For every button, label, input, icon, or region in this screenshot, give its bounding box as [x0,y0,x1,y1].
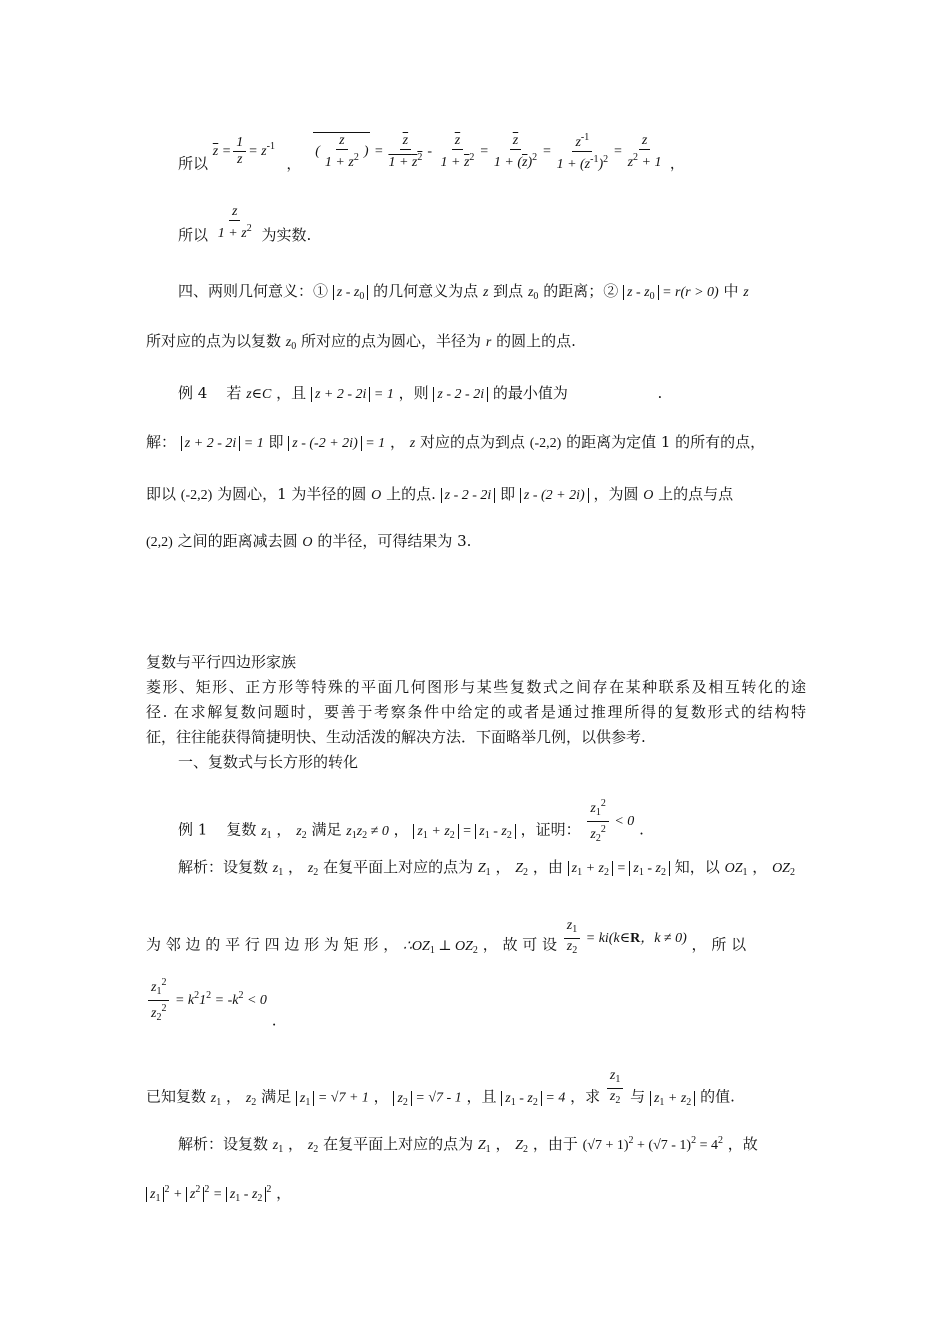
analysis-2-line-2: $z_1^2 + z^2$ $^2 = z_1 - z_2^2$ ， [146,1180,291,1209]
text-suoyi: 所以 [178,154,209,173]
analysis-1-line-2: 为 邻 边 的 平 行 四 边 形 为 矩 形 ， $\therefore OZ_1$ ⊥ $OZ_2$ ， 故 可 设 $\frac{z_1}{z_2}$ = ki(k∈R，k ≠ 0) ， 所 以 [146,918,747,956]
formula-ratio-ki: $\frac{z_1}{z_2}$ = ki(k∈R，k ≠ 0) [562,931,687,946]
derivation-line-2 [178,204,311,245]
section-paragraph-line-3: 征，往往能获得简捷明快、生动活泼的解决方法．下面略举几例，以供参考. [146,728,646,746]
derivation-line-1: 所以 $\overline{z}$ = $\frac{1}{z}$ = $z^{-1}$ ， ( $\frac{z}{1 + z^2}$ ) = $\frac{\overline{z}}{1 + z^2}$ - $\frac{\overline{z}}{1 + \overline{z}^2}$ = $\frac{\overline{z}}{1 + (\overline{z})^2}$ = $\frac{z^{-1}}{1 + (z^{-1})^2}$ = $\frac{z}{z^2 + 1}$ ， [178,132,684,173]
section-title: 复数与平行四边形家族 [146,653,297,671]
solution-4-line-2: 即以 (-2,2) 为圆心，1 为半径的圆 O 上的点. z - 2 - 2i 即 z - (2 + 2i) ，为圆 O 上的点与点 [146,485,734,503]
formula-ex1-cond: $z_1 + z_2 = z_1 - z_2$ [413,824,515,839]
example-4: 例 4 若 z∈C ，且 z + 2 - 2i = 1 ，则 z - 2 - 2i 的最小值为 . [178,384,663,402]
formula-ratio-square: $\frac{z_1^2}{z_2^2}$ = $k^21^2 = -k^2 < 0$ [146,993,267,1008]
analysis-1-line-1: 解析：设复数 $z_1$ ， $z_2$ 在复平面上对应的点为 $Z_1$ ， $Z_2$ ，由 $z_1 + z_2 = z_1 - z_2$ 知，以 $OZ_1$ ， $OZ_2$ [178,858,795,878]
formula-abs-z-z0: z - $z_0$ [333,285,369,300]
text-is-real: 为实数. [261,226,312,245]
formula-ex4-cond: z + 2 - 2i = 1 [311,387,394,402]
geometry-line-1: 四、两则几何意义：① z - $z_0$ 的几何意义为点 z 到点 $z_0$ 的距离；② $z - z_0 = r(r > 0)$ 中 z [178,282,749,302]
formula-ex1-goal: $\frac{z_1^2}{z_2^2}$ < 0 [585,814,634,829]
geometry-line-2: 所对应的点为以复数 $z_0$ 所对应的点为圆心，半径为 r 的圆上的点. [146,332,576,352]
example-1: 例 1 复数 $z_1$ ， $z_2$ 满足 $z_1z_2 \ne 0$ ， $z_1 + z_2 = z_1 - z_2$ ，证明： $\frac{z_1^2}{z_2^2}$ < 0 . [178,798,644,844]
formula-real: $\frac{z}{1 + z^2}$ [217,204,252,241]
example-2: 已知复数 $z_1$ ， $z_2$ 满足 $z_1 = √7 + 1$ ， $z_2 = √7 - 1$ ，且 $z_1 - z_2 = 4$ ，求 $\frac{z_1}{z_2}$ 与 $z_1 + z_2$ 的值. [146,1068,735,1108]
analysis-2-line-1: 解析：设复数 $z_1$ ， $z_2$ 在复平面上对应的点为 $Z_1$ ， $Z_2$ ，由于 $(√7 + 1)^2 + (√7 - 1)^2 = 4^2$ ，故 [178,1135,758,1155]
formula-conj-z: $\overline{z}$ = $\frac{1}{z}$ = $z^{-1}$ [212,135,275,167]
solution-4-line-3: (2,2) 之间的距离减去圆 O 的半径，可得结果为 3. [146,532,472,550]
section-paragraph-line-1: 菱形、矩形、正方形等特殊的平面几何图形与某些复数式之间存在某种联系及相互转化的途 [146,678,806,696]
section-paragraph-line-2: 径. 在求解复数问题时，要善于考察条件中给定的或者是通过推理所得的复数形式的结构特 [146,703,806,721]
solution-4-line-1: 解： z + 2 - 2i = 1 即 z - (-2 + 2i) = 1 ， z 对应的点为到点 (-2,2) 的距离为定值 1 的所有的点， [146,433,766,451]
text-suoyi-2: 所以 [178,226,209,245]
formula-conj-chain: ( $\frac{z}{1 + z^2}$ ) = $\frac{\overline{z}}{1 + z^2}$ - $\frac{\overline{z}}{1 + \overline{z}^2}$ = $\frac{\overline{z}}{1 + (\overline{z})^2}$ = $\frac{z^{-1}}{1 + (z^{-1})^2}$ = $\frac{z}{z^2 + 1}$ [315,132,662,172]
formula-circle: $z - z_0 = r(r > 0)$ [623,285,719,300]
analysis-1-line-3: $\frac{z_1^2}{z_2^2}$ = $k^21^2 = -k^2 < 0$ . [146,975,276,1031]
formula-ex4-target: z - 2 - 2i [433,387,488,402]
subsection-title: 一、复数式与长方形的转化 [178,753,359,771]
